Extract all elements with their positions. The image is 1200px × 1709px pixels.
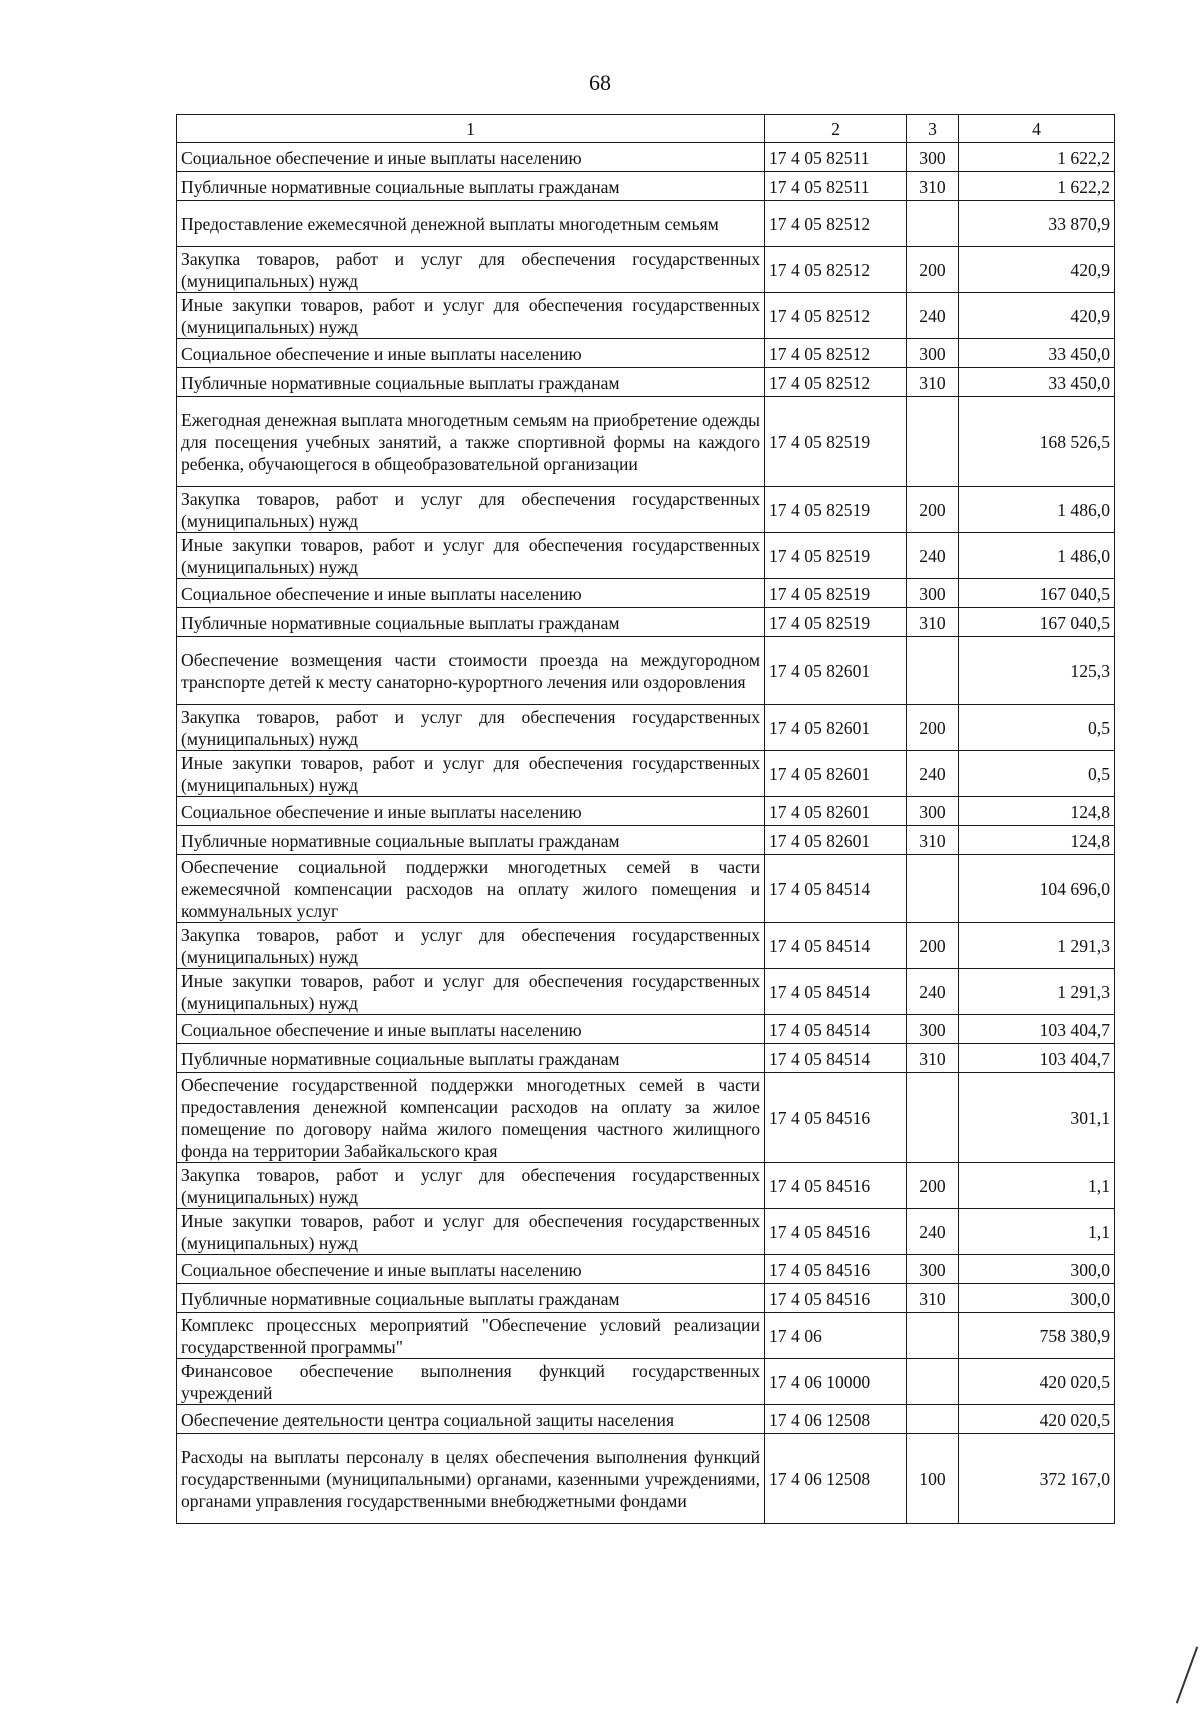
row-description: Публичные нормативные социальные выплаты гражданам xyxy=(177,826,765,855)
page-number: 68 xyxy=(589,70,611,95)
row-amount: 103 404,7 xyxy=(959,1015,1115,1044)
row-code: 17 4 06 12508 xyxy=(765,1434,907,1524)
row-amount: 1,1 xyxy=(959,1209,1115,1255)
row-expense-type: 200 xyxy=(907,1163,959,1209)
row-expense-type: 240 xyxy=(907,1209,959,1255)
table-row xyxy=(177,1313,1115,1359)
table-row xyxy=(177,797,1115,826)
row-description: Социальное обеспечение и иные выплаты населению xyxy=(177,339,765,368)
row-code: 17 4 05 82601 xyxy=(765,751,907,797)
table-row xyxy=(177,201,1115,247)
row-description: Социальное обеспечение и иные выплаты населению xyxy=(177,1255,765,1284)
row-code: 17 4 05 84514 xyxy=(765,969,907,1015)
table-row xyxy=(177,1015,1115,1044)
row-description: Обеспечение государственной поддержки многодетных семей в части предоставления денежной компенсации расходов на оплату за жилое помещение по договору найма жилого помещения частного жилищного фонда на территории Забайкальского края xyxy=(177,1073,765,1163)
row-code: 17 4 05 82519 xyxy=(765,608,907,637)
row-expense-type: 200 xyxy=(907,705,959,751)
row-description: Обеспечение социальной поддержки многодетных семей в части ежемесячной компенсации расходов на оплату жилого помещения и коммунальных услуг xyxy=(177,855,765,923)
row-description: Иные закупки товаров, работ и услуг для обеспечения государственных (муниципальных) нужд xyxy=(177,969,765,1015)
row-expense-type: 310 xyxy=(907,1044,959,1073)
row-code: 17 4 05 82512 xyxy=(765,293,907,339)
row-description: Иные закупки товаров, работ и услуг для обеспечения государственных (муниципальных) нужд xyxy=(177,751,765,797)
row-amount: 103 404,7 xyxy=(959,1044,1115,1073)
row-description: Иные закупки товаров, работ и услуг для обеспечения государственных (муниципальных) нужд xyxy=(177,533,765,579)
table-row xyxy=(177,397,1115,487)
row-code: 17 4 06 10000 xyxy=(765,1359,907,1405)
row-description: Публичные нормативные социальные выплаты гражданам xyxy=(177,1284,765,1313)
row-amount: 33 450,0 xyxy=(959,339,1115,368)
table-row xyxy=(177,293,1115,339)
table-row xyxy=(177,172,1115,201)
row-code: 17 4 05 84514 xyxy=(765,1044,907,1073)
row-code: 17 4 05 82601 xyxy=(765,826,907,855)
row-code: 17 4 05 82512 xyxy=(765,201,907,247)
table-row xyxy=(177,826,1115,855)
row-description: Закупка товаров, работ и услуг для обеспечения государственных (муниципальных) нужд xyxy=(177,705,765,751)
table-row xyxy=(177,1255,1115,1284)
header-col-3: 3 xyxy=(907,115,959,143)
row-expense-type xyxy=(907,201,959,247)
row-description: Публичные нормативные социальные выплаты гражданам xyxy=(177,368,765,397)
row-expense-type xyxy=(907,1405,959,1434)
row-description: Иные закупки товаров, работ и услуг для обеспечения государственных (муниципальных) нужд xyxy=(177,293,765,339)
row-amount: 420,9 xyxy=(959,293,1115,339)
row-expense-type: 200 xyxy=(907,923,959,969)
row-description: Социальное обеспечение и иные выплаты населению xyxy=(177,797,765,826)
table-row xyxy=(177,705,1115,751)
row-expense-type xyxy=(907,397,959,487)
table-row xyxy=(177,608,1115,637)
row-code: 17 4 05 84516 xyxy=(765,1163,907,1209)
row-expense-type: 240 xyxy=(907,969,959,1015)
row-amount: 1 622,2 xyxy=(959,143,1115,172)
row-code: 17 4 05 82601 xyxy=(765,637,907,705)
table-body xyxy=(177,143,1115,1524)
row-expense-type: 100 xyxy=(907,1434,959,1524)
table-row xyxy=(177,247,1115,293)
table-row xyxy=(177,1359,1115,1405)
row-amount: 124,8 xyxy=(959,797,1115,826)
row-code: 17 4 05 82512 xyxy=(765,339,907,368)
table-row xyxy=(177,487,1115,533)
row-code: 17 4 05 84516 xyxy=(765,1209,907,1255)
row-code: 17 4 06 xyxy=(765,1313,907,1359)
row-amount: 1 622,2 xyxy=(959,172,1115,201)
row-expense-type: 240 xyxy=(907,293,959,339)
row-amount: 1,1 xyxy=(959,1163,1115,1209)
table-row xyxy=(177,368,1115,397)
table-row xyxy=(177,533,1115,579)
table-row xyxy=(177,1405,1115,1434)
row-amount: 420 020,5 xyxy=(959,1359,1115,1405)
row-expense-type: 300 xyxy=(907,579,959,608)
row-expense-type xyxy=(907,637,959,705)
row-description: Социальное обеспечение и иные выплаты населению xyxy=(177,579,765,608)
table-row xyxy=(177,855,1115,923)
row-expense-type xyxy=(907,1359,959,1405)
table-row xyxy=(177,751,1115,797)
row-expense-type: 300 xyxy=(907,143,959,172)
row-amount: 300,0 xyxy=(959,1284,1115,1313)
row-amount: 301,1 xyxy=(959,1073,1115,1163)
row-code: 17 4 05 82519 xyxy=(765,579,907,608)
row-code: 17 4 05 82512 xyxy=(765,368,907,397)
pen-mark xyxy=(1176,1646,1198,1703)
header-col-4: 4 xyxy=(959,115,1115,143)
table-row xyxy=(177,143,1115,172)
row-amount: 167 040,5 xyxy=(959,579,1115,608)
header-row xyxy=(177,115,1115,143)
table-row xyxy=(177,1163,1115,1209)
table-row xyxy=(177,339,1115,368)
row-amount: 300,0 xyxy=(959,1255,1115,1284)
row-code: 17 4 05 82519 xyxy=(765,533,907,579)
table-row xyxy=(177,1044,1115,1073)
row-description: Социальное обеспечение и иные выплаты населению xyxy=(177,1015,765,1044)
table-row xyxy=(177,579,1115,608)
row-amount: 0,5 xyxy=(959,751,1115,797)
row-expense-type: 200 xyxy=(907,247,959,293)
row-amount: 1 291,3 xyxy=(959,969,1115,1015)
row-expense-type xyxy=(907,855,959,923)
row-expense-type: 310 xyxy=(907,368,959,397)
row-code: 17 4 05 82601 xyxy=(765,797,907,826)
row-code: 17 4 05 84516 xyxy=(765,1255,907,1284)
row-description: Финансовое обеспечение выполнения функций государственных учреждений xyxy=(177,1359,765,1405)
row-expense-type: 240 xyxy=(907,533,959,579)
row-code: 17 4 05 84514 xyxy=(765,855,907,923)
row-description: Публичные нормативные социальные выплаты гражданам xyxy=(177,608,765,637)
row-code: 17 4 05 84516 xyxy=(765,1073,907,1163)
row-code: 17 4 05 84516 xyxy=(765,1284,907,1313)
row-description: Расходы на выплаты персоналу в целях обеспечения выполнения функций государственными (муниципальными) органами, казенными учреждениями, органами управления государственными внебюджетными фондами xyxy=(177,1434,765,1524)
row-code: 17 4 05 82511 xyxy=(765,172,907,201)
row-amount: 0,5 xyxy=(959,705,1115,751)
row-amount: 758 380,9 xyxy=(959,1313,1115,1359)
table-row xyxy=(177,923,1115,969)
row-code: 17 4 05 82519 xyxy=(765,397,907,487)
row-description: Закупка товаров, работ и услуг для обеспечения государственных (муниципальных) нужд xyxy=(177,247,765,293)
header-col-2: 2 xyxy=(765,115,907,143)
row-description: Социальное обеспечение и иные выплаты населению xyxy=(177,143,765,172)
row-code: 17 4 05 82601 xyxy=(765,705,907,751)
row-description: Комплекс процессных мероприятий "Обеспечение условий реализации государственной программы" xyxy=(177,1313,765,1359)
row-description: Обеспечение возмещения части стоимости проезда на междугородном транспорте детей к месту санаторно-курортного лечения или оздоровления xyxy=(177,637,765,705)
row-expense-type: 300 xyxy=(907,1015,959,1044)
table-row xyxy=(177,1209,1115,1255)
row-description: Публичные нормативные социальные выплаты гражданам xyxy=(177,172,765,201)
row-expense-type: 300 xyxy=(907,339,959,368)
row-amount: 125,3 xyxy=(959,637,1115,705)
row-amount: 167 040,5 xyxy=(959,608,1115,637)
row-expense-type: 310 xyxy=(907,608,959,637)
row-description: Закупка товаров, работ и услуг для обеспечения государственных (муниципальных) нужд xyxy=(177,1163,765,1209)
row-amount: 104 696,0 xyxy=(959,855,1115,923)
row-amount: 372 167,0 xyxy=(959,1434,1115,1524)
row-amount: 124,8 xyxy=(959,826,1115,855)
row-code: 17 4 05 82512 xyxy=(765,247,907,293)
row-amount: 420 020,5 xyxy=(959,1405,1115,1434)
row-description: Иные закупки товаров, работ и услуг для обеспечения государственных (муниципальных) нужд xyxy=(177,1209,765,1255)
header-col-1: 1 xyxy=(177,115,765,143)
row-code: 17 4 06 12508 xyxy=(765,1405,907,1434)
row-code: 17 4 05 82511 xyxy=(765,143,907,172)
table-row xyxy=(177,1073,1115,1163)
table-row xyxy=(177,969,1115,1015)
row-expense-type: 300 xyxy=(907,1255,959,1284)
row-expense-type xyxy=(907,1313,959,1359)
row-description: Закупка товаров, работ и услуг для обеспечения государственных (муниципальных) нужд xyxy=(177,923,765,969)
table-row xyxy=(177,1284,1115,1313)
row-amount: 1 486,0 xyxy=(959,533,1115,579)
row-description: Публичные нормативные социальные выплаты гражданам xyxy=(177,1044,765,1073)
row-expense-type xyxy=(907,1073,959,1163)
row-description: Ежегодная денежная выплата многодетным семьям на приобретение одежды для посещения учебных занятий, а также спортивной формы на каждого ребенка, обучающегося в общеобразовательной организации xyxy=(177,397,765,487)
row-expense-type: 310 xyxy=(907,826,959,855)
row-expense-type: 240 xyxy=(907,751,959,797)
table-row xyxy=(177,637,1115,705)
budget-table xyxy=(176,114,1115,1524)
row-amount: 1 291,3 xyxy=(959,923,1115,969)
row-amount: 420,9 xyxy=(959,247,1115,293)
row-expense-type: 300 xyxy=(907,797,959,826)
row-expense-type: 310 xyxy=(907,1284,959,1313)
row-expense-type: 200 xyxy=(907,487,959,533)
row-description: Обеспечение деятельности центра социальной защиты населения xyxy=(177,1405,765,1434)
row-amount: 168 526,5 xyxy=(959,397,1115,487)
row-description: Закупка товаров, работ и услуг для обеспечения государственных (муниципальных) нужд xyxy=(177,487,765,533)
row-code: 17 4 05 82519 xyxy=(765,487,907,533)
row-amount: 1 486,0 xyxy=(959,487,1115,533)
row-code: 17 4 05 84514 xyxy=(765,923,907,969)
row-amount: 33 870,9 xyxy=(959,201,1115,247)
row-amount: 33 450,0 xyxy=(959,368,1115,397)
table-row xyxy=(177,1434,1115,1524)
row-code: 17 4 05 84514 xyxy=(765,1015,907,1044)
row-description: Предоставление ежемесячной денежной выплаты многодетным семьям xyxy=(177,201,765,247)
row-expense-type: 310 xyxy=(907,172,959,201)
